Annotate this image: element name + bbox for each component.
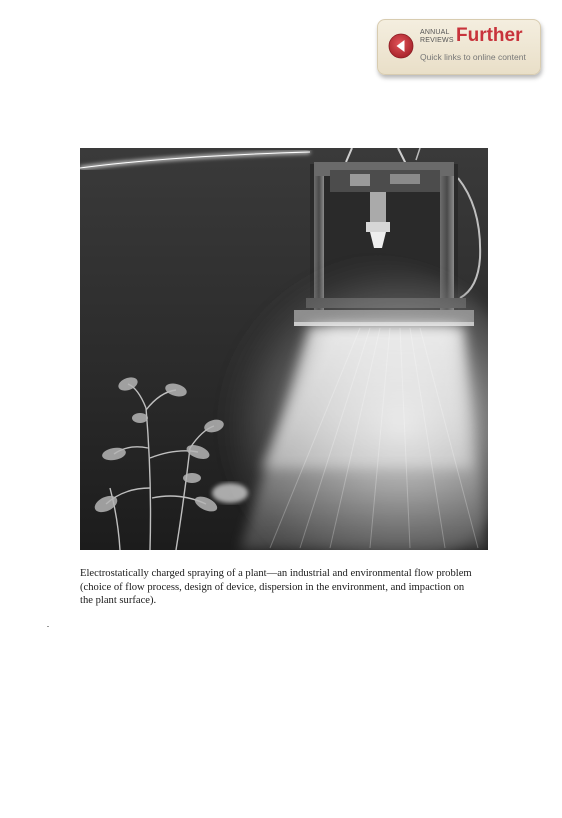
play-arrow-icon (388, 33, 414, 59)
publisher-name: ANNUAL REVIEWS (420, 29, 454, 44)
caption-line: the plant surface). (80, 595, 157, 606)
scan-speck (47, 626, 49, 627)
caption-line: Electrostatically charged spraying of a plant—an industrial and environmental flow problem (80, 568, 472, 579)
badge-subtitle: Quick links to online content (420, 52, 526, 62)
badge-title: Further (456, 25, 523, 46)
figure-caption (80, 567, 488, 608)
further-badge[interactable] (377, 19, 541, 75)
caption-line: (choice of flow process, design of device, dispersion in the environment, and impaction on (80, 581, 465, 593)
spray-photo (80, 148, 488, 550)
